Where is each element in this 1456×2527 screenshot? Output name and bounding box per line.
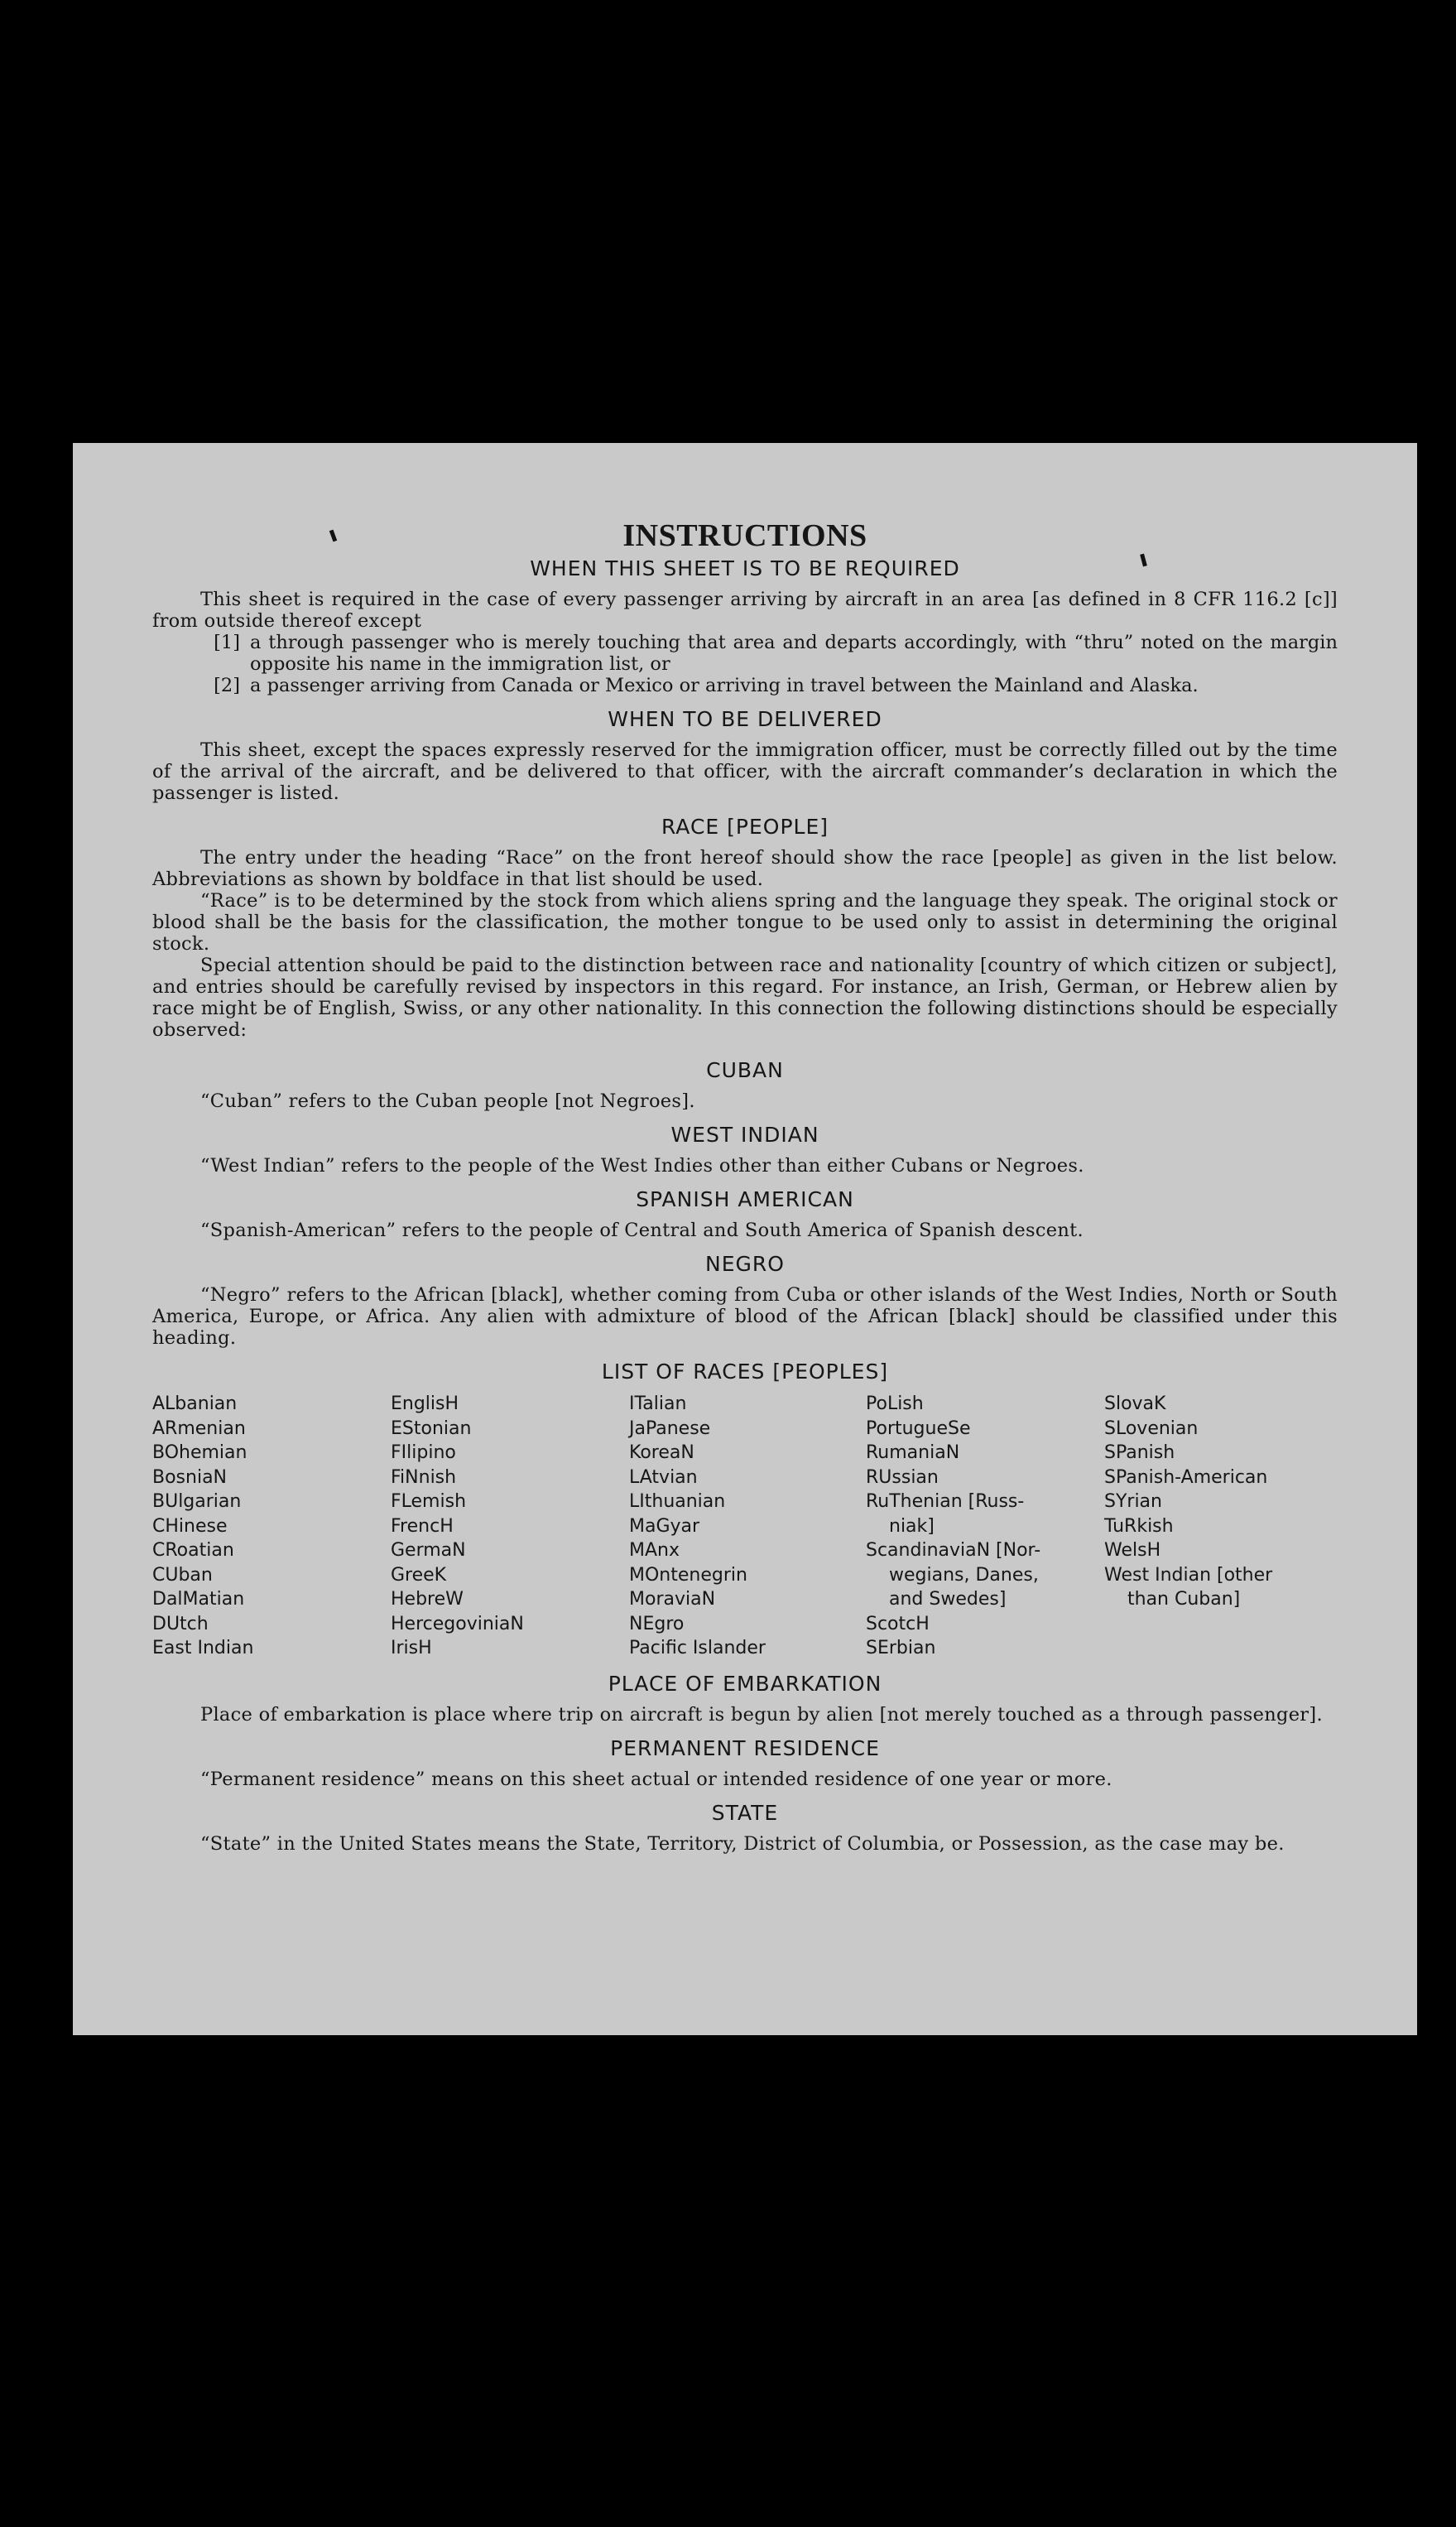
west-indian-text: “West Indian” refers to the people of the West Indies other than either Cubans or Negroes. bbox=[200, 1155, 1084, 1177]
race-entry: LIthuanian bbox=[629, 1491, 726, 1512]
race-paragraph-2: “Race” is to be determined by the stock from which aliens spring and the language they speak. The original stock or blood shall be the basis for the classification, the mother tongue to be used only to assist in determining the original stock. bbox=[152, 890, 1338, 955]
exception-item-2 bbox=[182, 675, 1338, 696]
race-entry: CRoatian bbox=[152, 1540, 234, 1561]
document-content bbox=[152, 517, 1338, 1855]
race-entry: CUban bbox=[152, 1564, 213, 1586]
race-entry: Pacific Islander bbox=[629, 1638, 766, 1658]
race-entry: SYrian bbox=[1104, 1491, 1162, 1512]
item-number: [2] bbox=[214, 675, 240, 696]
race-entry: BosniaN bbox=[152, 1466, 228, 1488]
race-entry: East Indian bbox=[152, 1638, 254, 1658]
race-column-3 bbox=[629, 1392, 866, 1661]
exception-item-1 bbox=[182, 632, 1338, 675]
race-entry: ScotcH bbox=[866, 1613, 930, 1634]
race-entry: BUlgarian bbox=[152, 1491, 242, 1512]
race-entry: FiNnish bbox=[391, 1466, 457, 1488]
race-entry: MAnx bbox=[629, 1540, 680, 1561]
race-list bbox=[152, 1392, 1338, 1661]
residence-text: “Permanent residence” means on this sheet actual or intended residence of one year or more. bbox=[200, 1768, 1112, 1790]
heading-race: RACE [PEOPLE] bbox=[661, 815, 829, 839]
race-entry: PortugueSe bbox=[866, 1418, 971, 1439]
race-entry: SPanish-American bbox=[1104, 1466, 1268, 1488]
race-entry: KoreaN bbox=[629, 1442, 694, 1463]
race-entry: EStonian bbox=[391, 1418, 472, 1439]
item-text: a through passenger who is merely touching that area and departs accordingly, with “thru” noted on the margin opposite his name in the immigration list, or bbox=[250, 632, 1338, 675]
race-entry: ARmenian bbox=[152, 1418, 246, 1439]
race-entry: ALbanian bbox=[152, 1393, 238, 1414]
race-entry: RumaniaN bbox=[866, 1442, 960, 1463]
heading-negro: NEGRO bbox=[705, 1252, 785, 1276]
negro-text: “Negro” refers to the African [black], whether coming from Cuba or other islands of the West Indies, North or South America, Europe, or Africa. Any alien with admixture of blood of the African [black] should be classified under this heading. bbox=[152, 1284, 1338, 1349]
race-column-2 bbox=[391, 1392, 629, 1661]
race-entry: BOhemian bbox=[152, 1442, 247, 1463]
race-entry: SlovaK bbox=[1104, 1393, 1166, 1414]
race-entry: RuThenian [Russ- bbox=[866, 1491, 1025, 1512]
race-entry: and Swedes] bbox=[889, 1589, 1007, 1610]
race-entry: SLovenian bbox=[1104, 1418, 1199, 1439]
delivered-text: This sheet, except the spaces expressly reserved for the immigration officer, must be correctly filled out by the time of the arrival of the aircraft, and be delivered to that officer, with the aircraft commander’s declaration in which the passenger is listed. bbox=[152, 739, 1338, 804]
heading-when-delivered: WHEN TO BE DELIVERED bbox=[608, 707, 882, 731]
heading-list-of-races: LIST OF RACES [PEOPLES] bbox=[601, 1360, 889, 1384]
race-entry: MoraviaN bbox=[629, 1589, 716, 1610]
race-entry: DUtch bbox=[152, 1613, 209, 1634]
race-entry: NEgro bbox=[629, 1613, 685, 1634]
race-paragraph-3: Special attention should be paid to the distinction between race and nationality [country of which citizen or subject], and entries should be carefully revised by inspectors in this regard. For instance, an Irish, German, or Hebrew alien by race might be of English, Swiss, or any other nationality. In this connection the following distinctions should be especially observed: bbox=[152, 955, 1338, 1041]
race-entry: PoLish bbox=[866, 1393, 924, 1414]
item-number: [1] bbox=[214, 632, 240, 653]
race-entry: DalMatian bbox=[152, 1589, 245, 1610]
race-entry: MaGyar bbox=[629, 1515, 700, 1537]
race-entry: niak] bbox=[889, 1515, 935, 1537]
race-column-5 bbox=[1104, 1392, 1338, 1661]
race-entry: JaPanese bbox=[629, 1418, 711, 1439]
item-text: a passenger arriving from Canada or Mexico or arriving in travel between the Mainland and Alaska. bbox=[250, 675, 1199, 696]
race-entry: TuRkish bbox=[1104, 1515, 1174, 1537]
race-entry: EnglisH bbox=[391, 1393, 459, 1414]
race-column-4 bbox=[866, 1392, 1104, 1661]
race-entry: SPanish bbox=[1104, 1442, 1175, 1463]
heading-cuban: CUBAN bbox=[706, 1058, 784, 1082]
race-entry: HercegoviniaN bbox=[391, 1613, 524, 1634]
heading-spanish-american: SPANISH AMERICAN bbox=[636, 1187, 854, 1211]
race-entry: ITalian bbox=[629, 1393, 687, 1414]
heading-when-required: WHEN THIS SHEET IS TO BE REQUIRED bbox=[530, 556, 960, 580]
embarkation-text: Place of embarkation is place where trip on aircraft is begun by alien [not merely touched as a through passenger]. bbox=[200, 1703, 1323, 1726]
race-entry: HebreW bbox=[391, 1589, 464, 1610]
cuban-text: “Cuban” refers to the Cuban people [not Negroes]. bbox=[200, 1090, 695, 1112]
race-entry: West Indian [other bbox=[1104, 1564, 1273, 1586]
race-entry: WelsH bbox=[1104, 1540, 1161, 1561]
race-entry: GreeK bbox=[391, 1564, 447, 1586]
exceptions-list bbox=[152, 632, 1338, 696]
race-entry: MOntenegrin bbox=[629, 1564, 747, 1586]
document-sheet bbox=[73, 443, 1417, 2035]
spanish-american-text: “Spanish-American” refers to the people of Central and South America of Spanish descent. bbox=[200, 1220, 1084, 1241]
heading-permanent-residence: PERMANENT RESIDENCE bbox=[610, 1735, 880, 1760]
required-intro: This sheet is required in the case of every passenger arriving by aircraft in an area [as defined in 8 CFR 116.2 [c]] from outside thereof except bbox=[152, 589, 1338, 632]
race-paragraph-1: The entry under the heading “Race” on the front hereof should show the race [people] as given in the list below. Abbreviations as shown by boldface in that list should be used. bbox=[152, 847, 1338, 890]
race-column-1 bbox=[152, 1392, 391, 1661]
race-entry: than Cuban] bbox=[1127, 1589, 1241, 1610]
race-entry: FrencH bbox=[391, 1515, 454, 1537]
heading-west-indian: WEST INDIAN bbox=[670, 1123, 819, 1147]
race-entry: SErbian bbox=[866, 1638, 936, 1658]
race-entry: wegians, Danes, bbox=[889, 1564, 1039, 1586]
race-entry: FLemish bbox=[391, 1491, 467, 1512]
race-entry: GermaN bbox=[391, 1540, 466, 1561]
heading-place-of-embarkation: PLACE OF EMBARKATION bbox=[608, 1671, 882, 1696]
heading-state: STATE bbox=[711, 1800, 779, 1825]
race-entry: IrisH bbox=[391, 1638, 432, 1658]
race-entry: CHinese bbox=[152, 1515, 228, 1537]
document-title: INSTRUCTIONS bbox=[622, 518, 867, 553]
race-entry: FIlipino bbox=[391, 1442, 456, 1463]
race-entry: RUssian bbox=[866, 1466, 939, 1488]
race-entry: ScandinaviaN [Nor- bbox=[866, 1540, 1041, 1561]
race-entry: LAtvian bbox=[629, 1466, 698, 1488]
state-text: “State” in the United States means the State, Territory, District of Columbia, or Possession, as the case may be. bbox=[200, 1832, 1285, 1855]
